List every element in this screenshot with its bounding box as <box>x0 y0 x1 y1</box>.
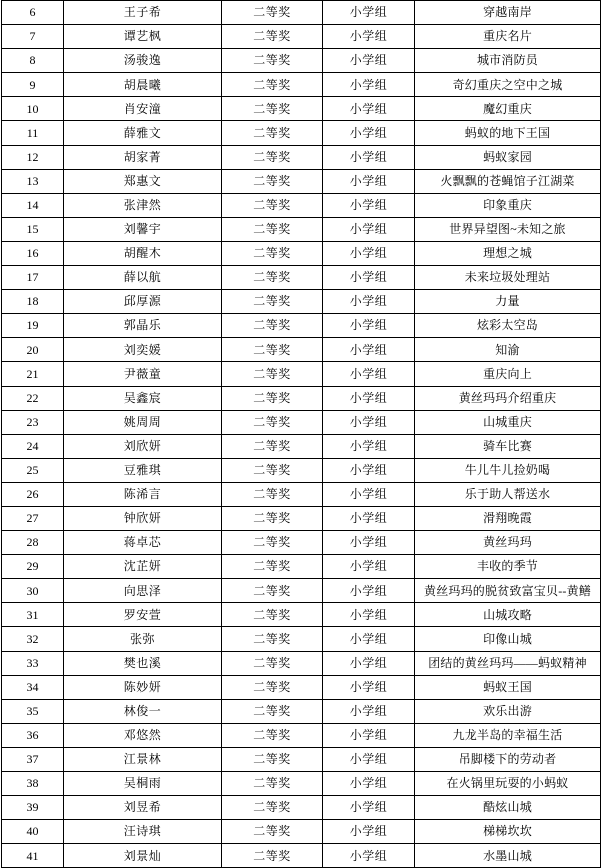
cell-group: 小学组 <box>323 314 415 338</box>
cell-prize: 二等奖 <box>222 290 323 314</box>
table-row <box>2 145 601 169</box>
cell-work: 蚂蚁王国 <box>415 675 601 699</box>
cell-name: 刘奕媛 <box>64 338 222 362</box>
cell-work: 奇幻重庆之空中之城 <box>415 73 601 97</box>
cell-work: 城市消防员 <box>415 49 601 73</box>
cell-name: 肖安潼 <box>64 97 222 121</box>
cell-group: 小学组 <box>323 675 415 699</box>
cell-prize: 二等奖 <box>222 844 323 868</box>
table-row <box>2 1 601 25</box>
cell-index: 29 <box>2 555 64 579</box>
cell-index: 38 <box>2 772 64 796</box>
cell-prize: 二等奖 <box>222 97 323 121</box>
cell-work: 九龙半岛的幸福生活 <box>415 723 601 747</box>
cell-prize: 二等奖 <box>222 362 323 386</box>
table-row <box>2 844 601 868</box>
cell-group: 小学组 <box>323 482 415 506</box>
cell-work: 知渝 <box>415 338 601 362</box>
cell-work: 牛儿牛儿捡奶喝 <box>415 458 601 482</box>
cell-index: 8 <box>2 49 64 73</box>
cell-index: 19 <box>2 314 64 338</box>
table-row <box>2 49 601 73</box>
table-row <box>2 314 601 338</box>
cell-index: 27 <box>2 506 64 530</box>
cell-work: 炫彩太空岛 <box>415 314 601 338</box>
cell-index: 40 <box>2 820 64 844</box>
cell-prize: 二等奖 <box>222 266 323 290</box>
cell-prize: 二等奖 <box>222 579 323 603</box>
cell-index: 34 <box>2 675 64 699</box>
cell-work: 欢乐出游 <box>415 699 601 723</box>
table-row <box>2 603 601 627</box>
cell-group: 小学组 <box>323 121 415 145</box>
cell-name: 刘馨宇 <box>64 217 222 241</box>
cell-group: 小学组 <box>323 386 415 410</box>
cell-work: 滑翔晚霞 <box>415 506 601 530</box>
cell-index: 23 <box>2 410 64 434</box>
cell-index: 30 <box>2 579 64 603</box>
cell-index: 37 <box>2 747 64 771</box>
table-row <box>2 820 601 844</box>
cell-work: 蚂蚁的地下王国 <box>415 121 601 145</box>
cell-name: 张弥 <box>64 627 222 651</box>
cell-name: 沈芷妍 <box>64 555 222 579</box>
cell-group: 小学组 <box>323 145 415 169</box>
cell-prize: 二等奖 <box>222 772 323 796</box>
cell-name: 刘景灿 <box>64 844 222 868</box>
table-row <box>2 217 601 241</box>
table-row <box>2 579 601 603</box>
table-row <box>2 555 601 579</box>
cell-prize: 二等奖 <box>222 723 323 747</box>
cell-prize: 二等奖 <box>222 555 323 579</box>
cell-work: 火飘飘的苍蝇馆子江湖菜 <box>415 169 601 193</box>
table-row <box>2 121 601 145</box>
table-row <box>2 796 601 820</box>
cell-prize: 二等奖 <box>222 506 323 530</box>
table-row <box>2 386 601 410</box>
cell-work: 吊脚楼下的劳动者 <box>415 747 601 771</box>
cell-work: 穿越南岸 <box>415 1 601 25</box>
cell-work: 未来垃圾处理站 <box>415 266 601 290</box>
cell-index: 9 <box>2 73 64 97</box>
cell-prize: 二等奖 <box>222 338 323 362</box>
cell-group: 小学组 <box>323 266 415 290</box>
cell-index: 7 <box>2 25 64 49</box>
cell-name: 谭艺枫 <box>64 25 222 49</box>
table-row <box>2 362 601 386</box>
cell-work: 团结的黄丝玛玛——蚂蚁精神 <box>415 651 601 675</box>
table-row <box>2 434 601 458</box>
cell-name: 陈妙妍 <box>64 675 222 699</box>
cell-prize: 二等奖 <box>222 603 323 627</box>
table-row <box>2 266 601 290</box>
cell-group: 小学组 <box>323 1 415 25</box>
cell-prize: 二等奖 <box>222 25 323 49</box>
cell-name: 薛以航 <box>64 266 222 290</box>
cell-prize: 二等奖 <box>222 820 323 844</box>
cell-group: 小学组 <box>323 506 415 530</box>
cell-group: 小学组 <box>323 338 415 362</box>
cell-name: 胡晨曦 <box>64 73 222 97</box>
cell-prize: 二等奖 <box>222 627 323 651</box>
cell-group: 小学组 <box>323 699 415 723</box>
cell-index: 6 <box>2 1 64 25</box>
cell-prize: 二等奖 <box>222 49 323 73</box>
cell-index: 10 <box>2 97 64 121</box>
cell-prize: 二等奖 <box>222 121 323 145</box>
cell-work: 世界异望图~未知之旅 <box>415 217 601 241</box>
cell-name: 张津然 <box>64 193 222 217</box>
cell-index: 39 <box>2 796 64 820</box>
cell-prize: 二等奖 <box>222 241 323 265</box>
cell-work: 水墨山城 <box>415 844 601 868</box>
cell-index: 20 <box>2 338 64 362</box>
cell-index: 41 <box>2 844 64 868</box>
cell-group: 小学组 <box>323 579 415 603</box>
cell-index: 35 <box>2 699 64 723</box>
cell-group: 小学组 <box>323 434 415 458</box>
cell-prize: 二等奖 <box>222 145 323 169</box>
cell-prize: 二等奖 <box>222 796 323 820</box>
cell-work: 力量 <box>415 290 601 314</box>
cell-group: 小学组 <box>323 290 415 314</box>
table-row <box>2 506 601 530</box>
cell-index: 14 <box>2 193 64 217</box>
cell-group: 小学组 <box>323 49 415 73</box>
cell-name: 林俊一 <box>64 699 222 723</box>
cell-name: 胡醒木 <box>64 241 222 265</box>
cell-work: 印像山城 <box>415 627 601 651</box>
cell-work: 山城攻略 <box>415 603 601 627</box>
cell-group: 小学组 <box>323 169 415 193</box>
cell-group: 小学组 <box>323 820 415 844</box>
cell-name: 薛雅文 <box>64 121 222 145</box>
cell-name: 豆雅琪 <box>64 458 222 482</box>
cell-work: 在火锅里玩耍的小蚂蚁 <box>415 772 601 796</box>
cell-name: 胡家菁 <box>64 145 222 169</box>
cell-prize: 二等奖 <box>222 434 323 458</box>
cell-prize: 二等奖 <box>222 482 323 506</box>
cell-index: 22 <box>2 386 64 410</box>
table-row <box>2 193 601 217</box>
cell-group: 小学组 <box>323 603 415 627</box>
table-row <box>2 241 601 265</box>
cell-group: 小学组 <box>323 458 415 482</box>
cell-group: 小学组 <box>323 97 415 121</box>
cell-name: 邓悠然 <box>64 723 222 747</box>
table-row <box>2 531 601 555</box>
table-row <box>2 723 601 747</box>
cell-work: 黄丝玛玛介绍重庆 <box>415 386 601 410</box>
cell-index: 24 <box>2 434 64 458</box>
cell-index: 36 <box>2 723 64 747</box>
cell-index: 12 <box>2 145 64 169</box>
cell-prize: 二等奖 <box>222 531 323 555</box>
cell-work: 山城重庆 <box>415 410 601 434</box>
table-row <box>2 410 601 434</box>
cell-work: 黄丝玛玛 <box>415 531 601 555</box>
cell-index: 18 <box>2 290 64 314</box>
cell-group: 小学组 <box>323 73 415 97</box>
cell-prize: 二等奖 <box>222 193 323 217</box>
table-row <box>2 338 601 362</box>
cell-name: 蒋卓芯 <box>64 531 222 555</box>
cell-index: 17 <box>2 266 64 290</box>
cell-name: 江景林 <box>64 747 222 771</box>
table-row <box>2 651 601 675</box>
cell-group: 小学组 <box>323 651 415 675</box>
table-body <box>2 1 601 868</box>
cell-index: 32 <box>2 627 64 651</box>
cell-prize: 二等奖 <box>222 410 323 434</box>
table-row <box>2 73 601 97</box>
cell-name: 向思泽 <box>64 579 222 603</box>
cell-work: 蚂蚁家园 <box>415 145 601 169</box>
cell-index: 11 <box>2 121 64 145</box>
cell-prize: 二等奖 <box>222 386 323 410</box>
table-row <box>2 482 601 506</box>
cell-prize: 二等奖 <box>222 217 323 241</box>
cell-prize: 二等奖 <box>222 651 323 675</box>
cell-group: 小学组 <box>323 844 415 868</box>
table-row <box>2 97 601 121</box>
cell-name: 吴鑫宸 <box>64 386 222 410</box>
cell-prize: 二等奖 <box>222 1 323 25</box>
cell-group: 小学组 <box>323 193 415 217</box>
table-row <box>2 25 601 49</box>
table-row <box>2 675 601 699</box>
cell-name: 郑惠文 <box>64 169 222 193</box>
cell-group: 小学组 <box>323 241 415 265</box>
cell-group: 小学组 <box>323 362 415 386</box>
cell-work: 魔幻重庆 <box>415 97 601 121</box>
cell-name: 郭晶乐 <box>64 314 222 338</box>
cell-name: 尹薇童 <box>64 362 222 386</box>
cell-index: 31 <box>2 603 64 627</box>
cell-name: 钟欣妍 <box>64 506 222 530</box>
cell-work: 梯梯坎坎 <box>415 820 601 844</box>
cell-group: 小学组 <box>323 627 415 651</box>
cell-group: 小学组 <box>323 772 415 796</box>
table-row <box>2 747 601 771</box>
cell-group: 小学组 <box>323 555 415 579</box>
cell-name: 吴桐雨 <box>64 772 222 796</box>
cell-work: 乐于助人帮送水 <box>415 482 601 506</box>
cell-index: 26 <box>2 482 64 506</box>
cell-group: 小学组 <box>323 217 415 241</box>
cell-name: 罗安萱 <box>64 603 222 627</box>
cell-work: 丰收的季节 <box>415 555 601 579</box>
table-row <box>2 458 601 482</box>
cell-group: 小学组 <box>323 531 415 555</box>
cell-name: 王子希 <box>64 1 222 25</box>
table-row <box>2 627 601 651</box>
award-list-table <box>1 0 601 868</box>
cell-work: 骑车比赛 <box>415 434 601 458</box>
cell-name: 邱厚源 <box>64 290 222 314</box>
cell-group: 小学组 <box>323 723 415 747</box>
table-row <box>2 169 601 193</box>
cell-index: 28 <box>2 531 64 555</box>
cell-group: 小学组 <box>323 410 415 434</box>
cell-name: 汤骏逸 <box>64 49 222 73</box>
cell-work: 重庆名片 <box>415 25 601 49</box>
cell-work: 理想之城 <box>415 241 601 265</box>
table-row <box>2 699 601 723</box>
cell-name: 刘欣妍 <box>64 434 222 458</box>
cell-prize: 二等奖 <box>222 747 323 771</box>
cell-name: 樊也溪 <box>64 651 222 675</box>
table-row <box>2 772 601 796</box>
cell-group: 小学组 <box>323 796 415 820</box>
cell-index: 15 <box>2 217 64 241</box>
cell-group: 小学组 <box>323 747 415 771</box>
cell-index: 21 <box>2 362 64 386</box>
cell-index: 13 <box>2 169 64 193</box>
cell-work: 黄丝玛玛的脱贫致富宝贝--黄鳝 <box>415 579 601 603</box>
cell-index: 25 <box>2 458 64 482</box>
table-row <box>2 290 601 314</box>
cell-name: 汪诗琪 <box>64 820 222 844</box>
cell-prize: 二等奖 <box>222 675 323 699</box>
cell-name: 姚周周 <box>64 410 222 434</box>
cell-prize: 二等奖 <box>222 458 323 482</box>
cell-prize: 二等奖 <box>222 73 323 97</box>
cell-prize: 二等奖 <box>222 314 323 338</box>
cell-index: 16 <box>2 241 64 265</box>
cell-index: 33 <box>2 651 64 675</box>
cell-work: 重庆向上 <box>415 362 601 386</box>
cell-prize: 二等奖 <box>222 699 323 723</box>
cell-work: 印象重庆 <box>415 193 601 217</box>
cell-name: 陈浠言 <box>64 482 222 506</box>
cell-name: 刘昱希 <box>64 796 222 820</box>
cell-group: 小学组 <box>323 25 415 49</box>
cell-prize: 二等奖 <box>222 169 323 193</box>
cell-work: 酷炫山城 <box>415 796 601 820</box>
